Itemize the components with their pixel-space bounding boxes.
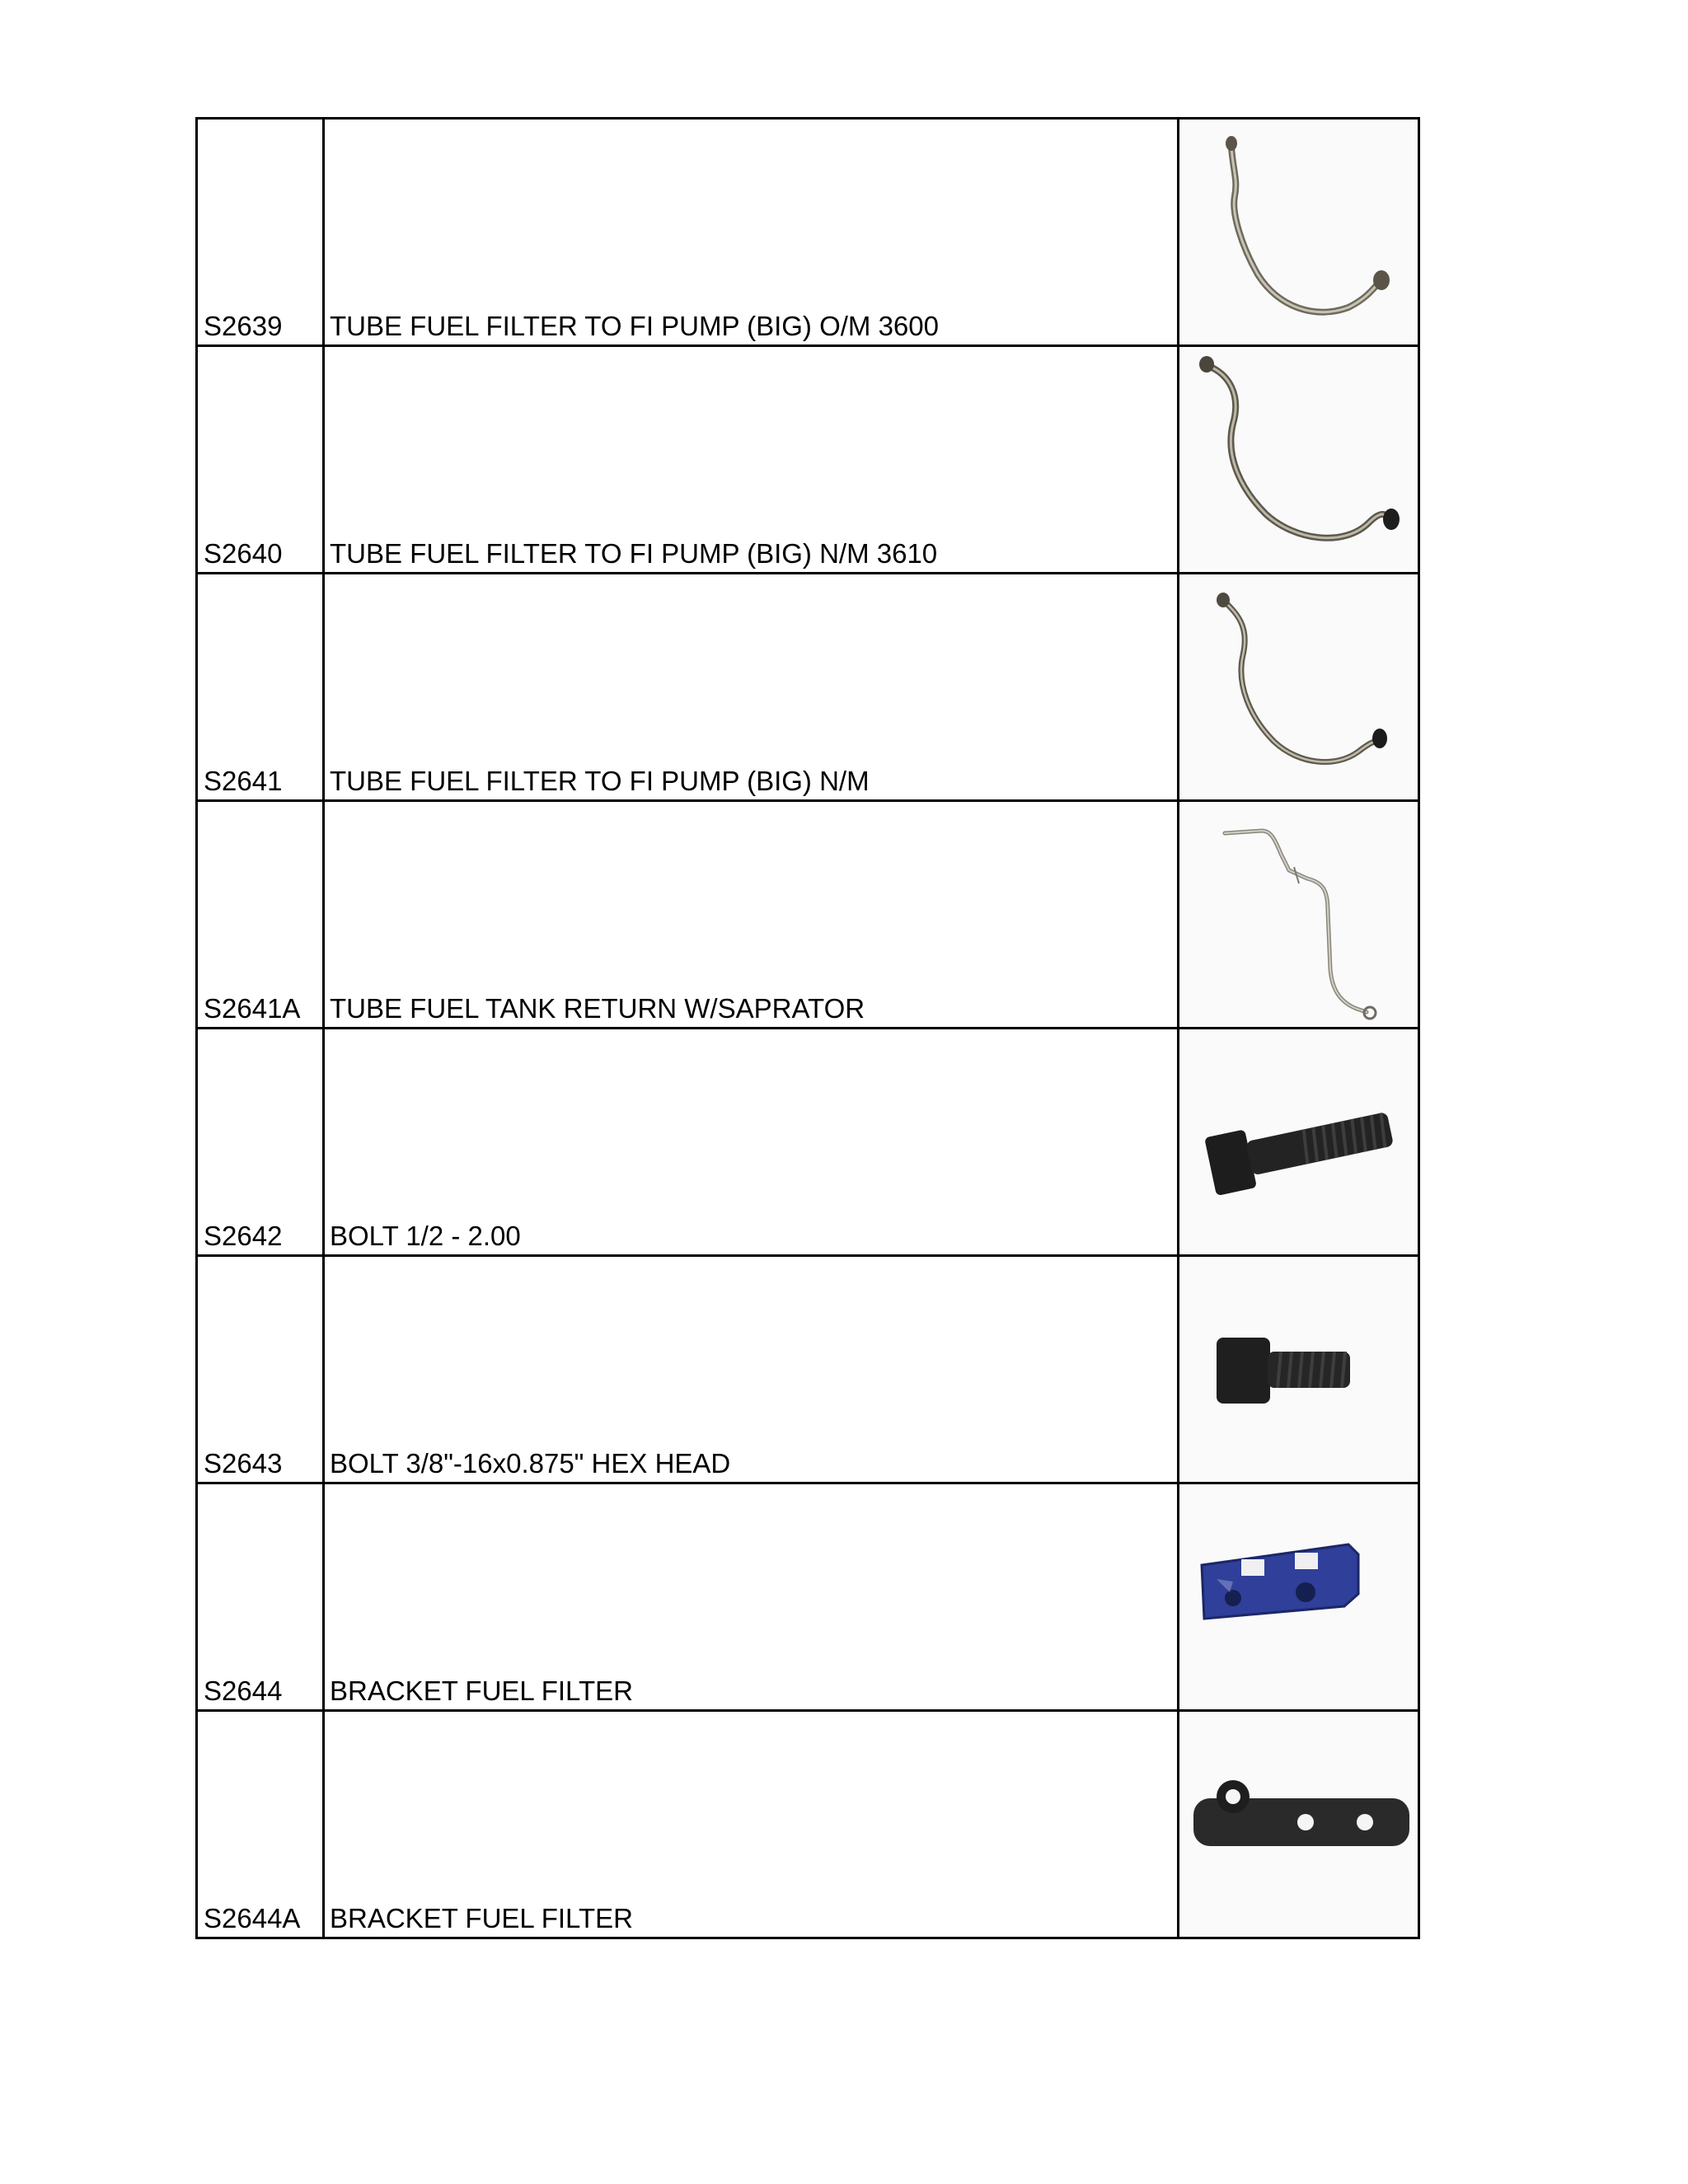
bolt-photo-icon <box>1184 1259 1414 1480</box>
bracket-photo-icon <box>1184 1487 1414 1708</box>
table-row <box>197 574 1419 801</box>
part-code: S2641A <box>197 801 324 1029</box>
part-description: BOLT 3/8"-16x0.875" HEX HEAD <box>324 1256 1179 1483</box>
part-code: S2639 <box>197 119 324 346</box>
part-photo <box>1179 1711 1419 1938</box>
part-photo <box>1179 1483 1419 1711</box>
parts-table <box>195 117 1420 1939</box>
part-description: BRACKET FUEL FILTER <box>324 1711 1179 1938</box>
return-tube-photo-icon <box>1184 804 1414 1025</box>
part-code: S2641 <box>197 574 324 801</box>
part-photo <box>1179 574 1419 801</box>
part-photo <box>1179 1256 1419 1483</box>
part-photo <box>1179 346 1419 574</box>
part-description: TUBE FUEL FILTER TO FI PUMP (BIG) N/M 3610 <box>324 346 1179 574</box>
part-description: BRACKET FUEL FILTER <box>324 1483 1179 1711</box>
table-row <box>197 801 1419 1029</box>
part-code: S2640 <box>197 346 324 574</box>
table-row <box>197 119 1419 346</box>
table-row <box>197 1029 1419 1256</box>
part-photo <box>1179 1029 1419 1256</box>
table-row <box>197 1711 1419 1938</box>
fuel-tube-photo-icon <box>1184 122 1414 343</box>
table-row <box>197 346 1419 574</box>
part-description: BOLT 1/2 - 2.00 <box>324 1029 1179 1256</box>
part-description: TUBE FUEL FILTER TO FI PUMP (BIG) O/M 3600 <box>324 119 1179 346</box>
table-row <box>197 1256 1419 1483</box>
part-description: TUBE FUEL FILTER TO FI PUMP (BIG) N/M <box>324 574 1179 801</box>
part-code: S2642 <box>197 1029 324 1256</box>
bolt-photo-icon <box>1184 1032 1414 1253</box>
part-code: S2644A <box>197 1711 324 1938</box>
fuel-tube-photo-icon <box>1184 577 1414 798</box>
table-row <box>197 1483 1419 1711</box>
part-description: TUBE FUEL TANK RETURN W/SAPRATOR <box>324 801 1179 1029</box>
fuel-tube-photo-icon <box>1184 349 1414 570</box>
part-photo <box>1179 119 1419 346</box>
part-code: S2644 <box>197 1483 324 1711</box>
part-photo <box>1179 801 1419 1029</box>
part-code: S2643 <box>197 1256 324 1483</box>
bracket-photo-icon <box>1184 1714 1414 1935</box>
